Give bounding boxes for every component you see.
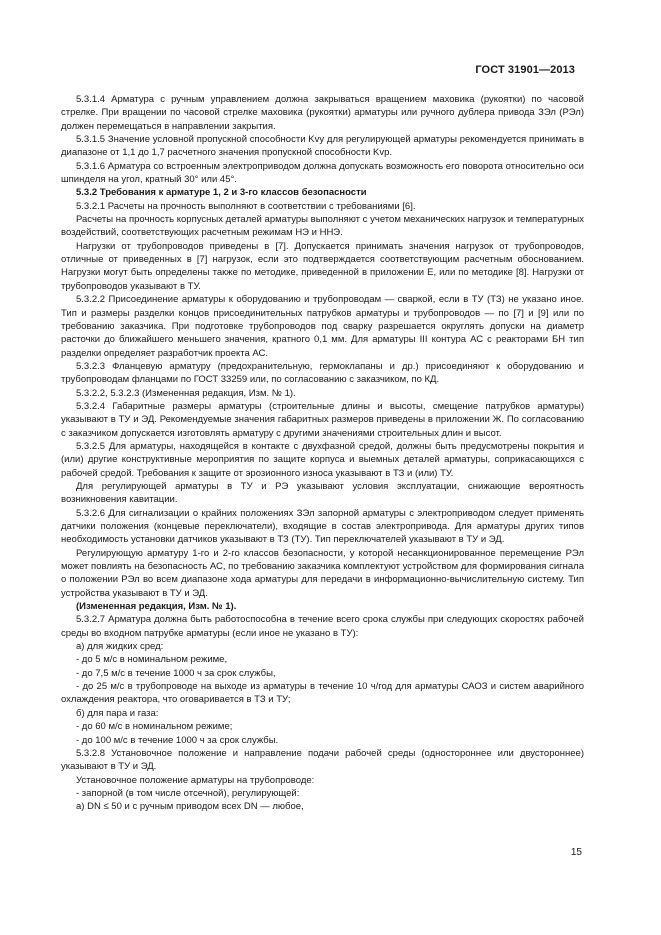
paragraph: Для регулирующей арматуры в ТУ и РЭ указывают условия эксплуатации, снижающие вероятность возникновения кавитации.	[61, 480, 584, 506]
paragraph: 5.3.2.3 Фланцевую арматуру (предохранительную, гермоклапаны и др.) присоединяют к оборудованию и трубопроводам фланцами по ГОСТ 33259 или, по согласованию с заказчиком, по КД.	[61, 360, 584, 386]
list-item: - запорной (в том числе отсечной), регулирующей:	[76, 787, 300, 799]
amendment-note: (Измененная редакция, Изм. № 1).	[76, 601, 237, 613]
list-item: б) для пара и газа:	[76, 707, 159, 719]
paragraph: 5.3.1.5 Значение условной пропускной способности Kvy для регулирующей арматуры рекомендуется принимать в диапазоне от 1,1 до 1,7 расчетного значения пропускной способности Kvp.	[61, 134, 584, 159]
paragraph: 5.3.2.4 Габаритные размеры арматуры (строительные длины и высоты, смещение патрубков арматуры) указывают в ТУ и ЭД. Рекомендуемые значения габаритных размеров приведены в приложении Ж. По согласованию с заказчиком допускается изготовлять арматуру с другими значениями строительных длин и высот.	[61, 400, 584, 439]
list-item: а) для жидких сред:	[76, 641, 164, 653]
paragraph: 5.3.2.2 Присоединение арматуры к оборудованию и трубопроводам — сваркой, если в ТУ (ТЗ) не указано иное. Тип и размеры разделки концов присоединительных патрубков арматуры и трубопроводов — по [7] и [9] или по требованию заказчика. При подготовке трубопроводов под сварку разрешается округлять допуски на диаметр расточки до ближайшего меньшего значения, кратного 0,1 мм. Для арматуры III контура АС с реакторами БН тип разделки определяет разработчик проекта АС.	[61, 294, 584, 359]
paragraph: Регулирующую арматуру 1-го и 2-го классов безопасности, у которой несанкционированное перемещение РЭл может повлиять на безопасность АС, по требованию заказчика комплектуют устройством для формирования сигнала о положении РЭл во всем диапазоне хода арматуры для передачи в информационно-вычислительную систему. Тип устройства указывают в ТУ и ЭД.	[61, 547, 584, 599]
document-header: ГОСТ 31901—2013	[475, 64, 575, 76]
page-number: 15	[570, 847, 582, 858]
section-heading: 5.3.2 Требования к арматуре 1, 2 и 3-го классов безопасности	[76, 187, 367, 199]
paragraph: 5.3.2.7 Арматура должна быть работоспособна в течение всего срока службы при следующих скоростях рабочей среды во входном патрубке арматуры (если иное не указано в ТУ):	[61, 614, 584, 639]
paragraph: 5.3.1.6 Арматура со встроенным электроприводом должна допускать возможность его поворота относительно оси шпинделя на угол, кратный 30° или 45°.	[61, 160, 584, 186]
list-item: - до 7,5 м/с в течение 1000 ч за срок службы,	[76, 667, 276, 679]
list-item: - до 25 м/с в трубопроводе на выходе из арматуры в течение 10 ч/год для арматуры САОЗ и систем аварийного охлаждения реактора, что оговаривается в ТЗ и ТУ;	[61, 681, 584, 706]
list-item: - до 5 м/с в номинальном режиме,	[76, 654, 228, 666]
paragraph: 5.3.2.6 Для сигнализации о крайних положениях ЗЭл запорной арматуры с электроприводом следует применять датчики положения (концевые переключатели), входящие в состав электропривода. Для арматуры других типов необходимость установки датчиков указывают в ТЗ (ТУ). Тип переключателей указывают в ТУ и ЭД.	[61, 507, 584, 546]
paragraph: Установочное положение арматуры на трубопроводе:	[76, 774, 315, 786]
paragraph: Расчеты на прочность корпусных деталей арматуры выполняют с учетом механических нагрузок и температурных воздействий, соответствующих расчетным режимам НЭ и ННЭ.	[61, 214, 584, 239]
list-item: а) DN ≤ 50 и с ручным приводом всех DN — любое,	[76, 801, 304, 813]
paragraph: Нагрузки от трубопроводов приведены в [7]. Допускается принимать значения нагрузок от трубопроводов, отличные от приведенных в [7] нагрузок, если это подтверждается соответствующим расчетным обоснованием. Нагрузки могут быть определены также по методике, приведенной в приложении Е, или по методике [8]. Нагрузки от трубопроводов указывают в ТУ.	[61, 240, 584, 292]
paragraph: 5.3.2.5 Для арматуры, находящейся в контакте с двухфазной средой, должны быть предусмотрены покрытия и (или) другие конструктивные мероприятия по защите корпуса и выемных деталей арматуры, соприкасающихся с рабочей средой. Требования к защите от эрозионного износа указывают в ТЗ и (или) ТУ.	[61, 440, 584, 479]
document-body	[61, 93, 584, 814]
list-item: - до 100 м/с в течение 1000 ч за срок службы.	[76, 734, 279, 746]
paragraph: 5.3.2.8 Установочное положение и направление подачи рабочей среды (одностороннее или двустороннее) указывают в ТУ и ЭД.	[61, 747, 584, 773]
list-item: - до 60 м/с в номинальном режиме;	[76, 721, 233, 733]
paragraph: 5.3.1.4 Арматура с ручным управлением должна закрываться вращением маховика (рукоятки) по часовой стрелке. При вращении по часовой стрелке маховика (рукоятки) арматуры или ручного дублера привода ЗЭл (РЭл) должен перемещаться в направлении закрытия.	[61, 94, 584, 132]
amendment-note: 5.3.2.2, 5.3.2.3 (Измененная редакция, Изм. № 1).	[76, 387, 296, 399]
paragraph: 5.3.2.1 Расчеты на прочность выполняют в соответствии с требованиями [6].	[76, 200, 416, 212]
